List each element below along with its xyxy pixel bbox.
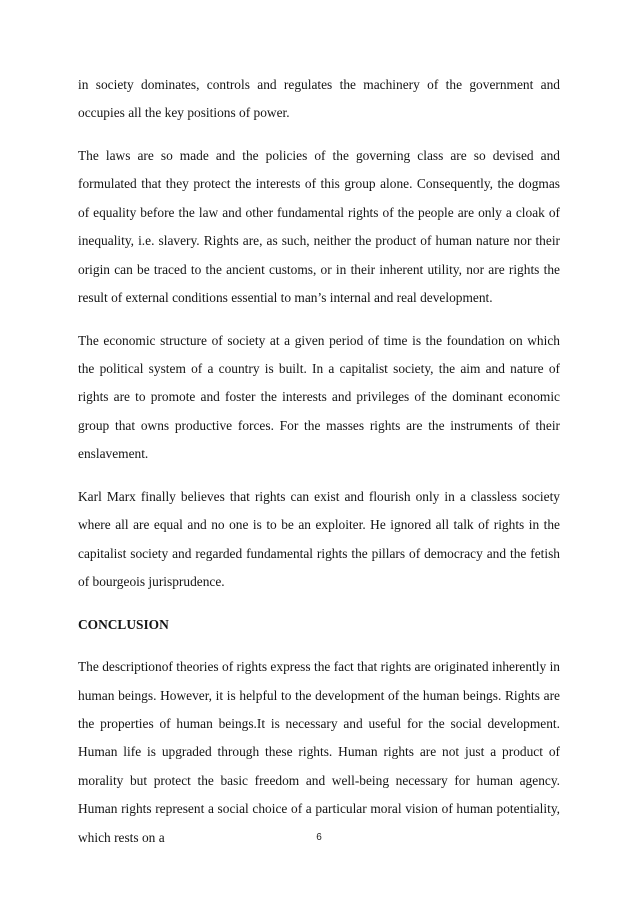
paragraph-karl-marx: Karl Marx finally believes that rights can exist and flourish only in a classless society where all are equal and no one is to be an exploiter. He ignored all talk of rights in the capitalist society and regarded fundamental rights the pillars of democracy and the fetish of bourgeois jurisprudence. [78,488,560,590]
page-body [78,71,560,866]
paragraph-continuation: in society dominates, controls and regulates the machinery of the government and occupies all the key positions of power. [78,77,560,121]
paragraph-conclusion: The descriptionof theories of rights express the fact that rights are originated inherently in human beings. However, it is helpful to the development of the human beings. Rights are the properties of human beings.It is necessary and useful for the social development. Human life is upgraded through these rights. Human rights are not just a product of morality but protect the basic freedom and well-being necessary for human agency. Human rights represent a social choice of a particular moral vision of human potentiality, which rests on a [78,659,560,845]
section-heading-conclusion: CONCLUSION [78,616,169,632]
paragraph-laws: The laws are so made and the policies of the governing class are so devised and formulated that they protect the interests of this group alone. Consequently, the dogmas of equality before the law and other fundamental rights of the people are only a cloak of inequality, i.e. slavery. Rights are, as such, neither the product of human nature nor their origin can be traced to the ancient customs, or in their inherent utility, nor are rights the result of external conditions essential to man’s internal and real development. [78,148,560,306]
paragraph-economic-structure: The economic structure of society at a given period of time is the foundation on which the political system of a country is built. In a capitalist society, the aim and nature of rights are to promote and foster the interests and privileges of the dominant economic group that owns productive forces. For the masses rights are the instruments of their enslavement. [78,332,560,462]
page-number: 6 [316,832,322,843]
